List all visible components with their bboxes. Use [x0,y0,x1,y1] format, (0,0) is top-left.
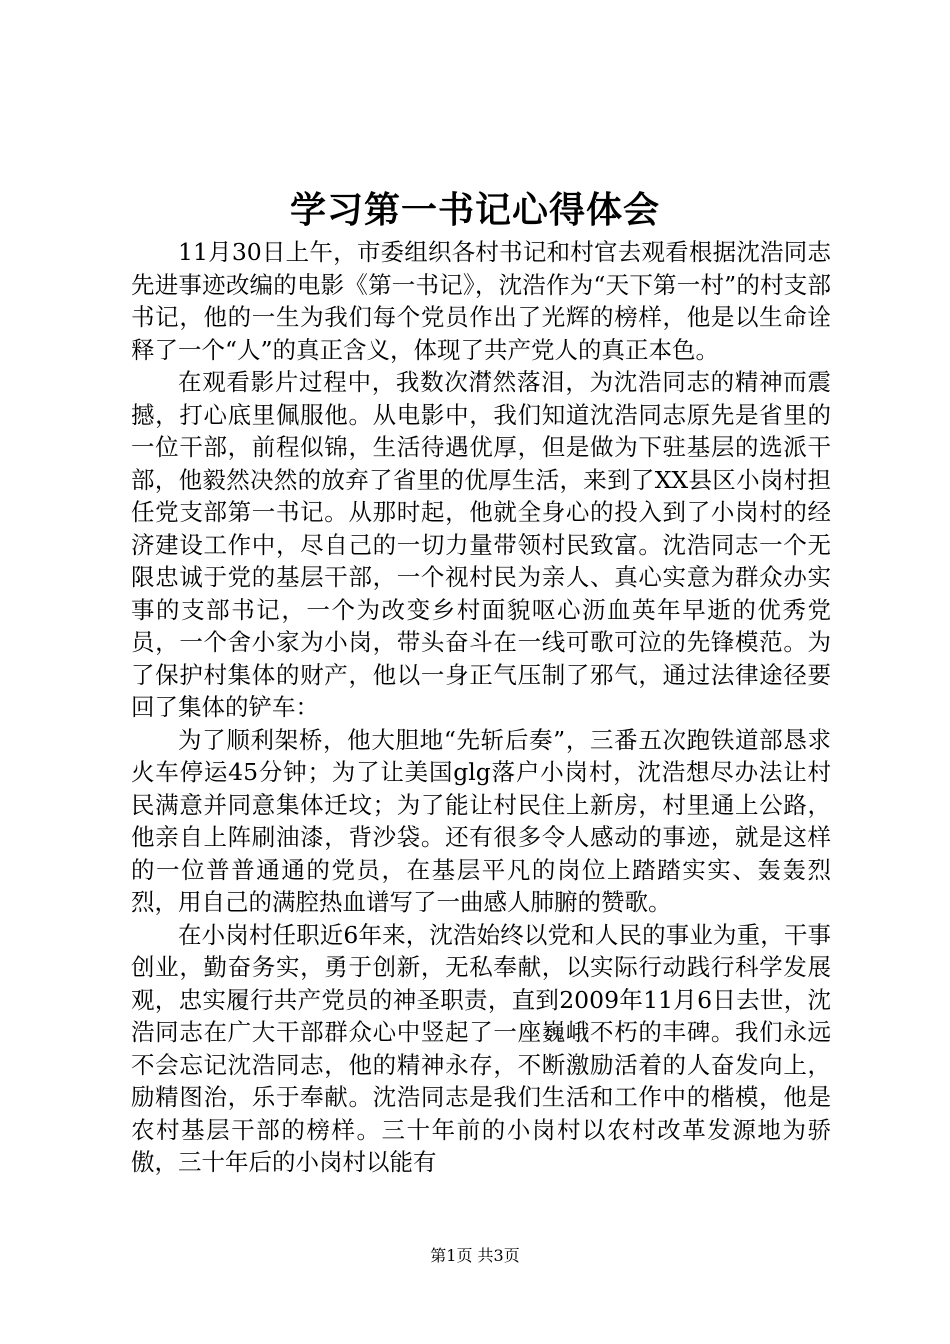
document-body [131,236,831,1179]
paragraph-4: 在小岗村任职近6年来，沈浩始终以党和人民的事业为重，干事创业，勤奋务实，勇于创新，无私奉献，以实际行动践行科学发展观，忠实履行共产党员的神圣职责，直到2009年11月6日去世，沈浩同志在广大干部群众心中竖起了一座巍峨不朽的丰碑。我们永远不会忘记沈浩同志，他的精神永存，不断激励活着的人奋发向上，励精图治，乐于奉献。沈浩同志是我们生活和工作中的楷模，他是农村基层干部的榜样。三十年前的小岗村以农村改革发源地为骄傲，三十年后的小岗村以能有 [131,920,831,1176]
paragraph-2: 在观看影片过程中，我数次潸然落泪，为沈浩同志的精神而震撼，打心底里佩服他。从电影中，我们知道沈浩同志原先是省里的一位干部，前程似锦，生活待遇优厚，但是做为下驻基层的选派干部，他毅然决然的放弃了省里的优厚生活，来到了XX县区小岗村担任党支部第一书记。从那时起，他就全身心的投入到了小岗村的经济建设工作中，尽自己的一切力量带领村民致富。沈浩同志一个无限忠诚于党的基层干部，一个视村民为亲人、真心实意为群众办实事的支部书记，一个为改变乡村面貌呕心沥血英年早逝的优秀党员，一个舍小家为小岗，带头奋斗在一线可歌可泣的先锋模范。为了保护村集体的财产，他以一身正气压制了邪气，通过法律途径要回了集体的铲车： [131,368,831,721]
document-title: 学习第一书记心得体会 [289,189,660,231]
paragraph-1: 11月30日上午，市委组织各村书记和村官去观看根据沈浩同志先进事迹改编的电影《第一书记》，沈浩作为“天下第一村”的村支部书记，他的一生为我们每个党员作出了光辉的榜样，他是以生命诠释了一个“人”的真正含义，体现了共产党人的真正本色。 [131,238,831,364]
page-number-footer: 第1页 共3页 [430,1246,520,1265]
paragraph-3: 为了顺利架桥，他大胆地“先斩后奏”，三番五次跑铁道部恳求火车停运45分钟；为了让美国glg落户小岗村，沈浩想尽办法让村民满意并同意集体迁坟；为了能让村民住上新房，村里通上公路，他亲自上阵刷油漆，背沙袋。还有很多令人感动的事迹，就是这样的一位普普通通的党员，在基层平凡的岗位上踏踏实实、轰轰烈烈，用自己的满腔热血谱写了一曲感人肺腑的赞歌。 [131,725,831,916]
